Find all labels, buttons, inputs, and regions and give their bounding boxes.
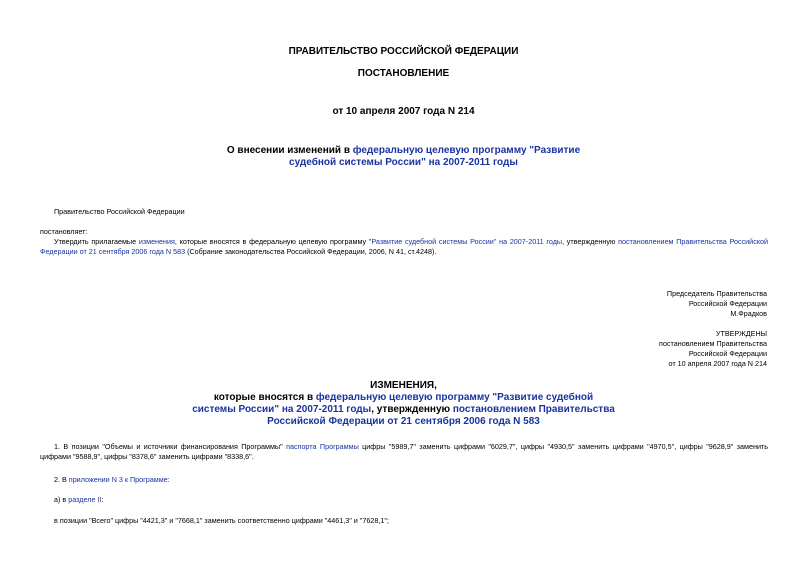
program-link-continued[interactable]: судебной системы России" на 2007-2011 годы <box>289 157 518 168</box>
document-date-number: от 10 апреля 2007 года N 214 <box>332 106 475 117</box>
paragraph-text: (Собрание законодательства Российской Федерации, 2006, N 41, ст.4248). <box>185 247 437 256</box>
program-name-link[interactable]: "Развитие судебной системы России" на 2007-2011 годы <box>368 237 563 246</box>
item-text: цифры "5989,7" заменить цифрами "6029,7", цифры "4930,5" заменить цифрами "4970,5", цифры "9628,9" заменить цифрами "9588,9", цифры "8378,6" заменить цифрами "8338,6". <box>40 442 768 461</box>
approval-line: от 10 апреля 2007 года N 214 <box>668 359 767 368</box>
passport-link[interactable]: паспорта Программы <box>286 442 359 451</box>
item-a <box>54 495 103 505</box>
document-title <box>0 145 807 169</box>
item-text: : <box>167 475 170 484</box>
changes-line-2 <box>0 392 807 404</box>
resolution-583-link[interactable]: постановлением Правительства Российской Федерации от 21 сентября 2006 года N 583 <box>40 237 769 256</box>
title-prefix: О внесении изменений в <box>226 145 353 156</box>
changes-word: ИЗМЕНЕНИЯ, <box>370 380 437 391</box>
program-link[interactable]: федеральную целевую программу "Развитие <box>352 145 581 156</box>
item-text: а) в <box>54 495 69 504</box>
document-type: ПОСТАНОВЛЕНИЕ <box>357 68 450 79</box>
item-text: 2. В <box>54 475 69 484</box>
approval-line: постановлением Правительства <box>659 339 767 348</box>
decrees-word: постановляет: <box>40 227 88 236</box>
resolution-link-continued[interactable]: Российской Федерации от 21 сентября 2006 года N 583 <box>267 416 540 427</box>
item-text: : <box>101 495 104 504</box>
approval-line: УТВЕРЖДЕНЫ <box>715 329 767 338</box>
paragraph-text: , утвержденную <box>562 237 619 246</box>
item-text: 1. В позиции "Объемы и источники финансирования Программы" <box>54 442 287 451</box>
government-heading: ПРАВИТЕЛЬСТВО РОССИЙСКОЙ ФЕДЕРАЦИИ <box>288 46 519 57</box>
section-2-link[interactable]: разделе II <box>68 495 102 504</box>
approval-block <box>659 329 767 369</box>
paragraph-text: Утвердить прилагаемые <box>54 237 139 246</box>
item-2 <box>54 475 170 485</box>
signature-line: М.Фрадков <box>730 309 767 318</box>
program-link[interactable]: федеральную целевую программу "Развитие судебной <box>315 392 594 403</box>
resolution-paragraph <box>40 237 768 257</box>
signature-block <box>667 289 767 319</box>
changes-link[interactable]: изменения <box>138 237 175 246</box>
paragraph-text: , которые вносятся в федеральную целевую программу <box>174 237 369 246</box>
program-link-continued[interactable]: системы России" на 2007-2011 годы <box>192 404 372 415</box>
approval-line: Российской Федерации <box>688 349 767 358</box>
changes-text: которые вносятся в <box>213 392 316 403</box>
resolution-link[interactable]: постановлением Правительства <box>452 404 615 415</box>
appendix-3-link[interactable]: приложении N 3 к Программе <box>68 475 168 484</box>
item-total: в позиции "Всего" цифры "4421,3" и "7668,1" заменить соответственно цифрами "4461,3" и "7628,1"; <box>54 516 389 525</box>
government-name: Правительство Российской Федерации <box>54 207 185 216</box>
item-1 <box>40 442 768 462</box>
title-line-1 <box>0 145 807 157</box>
changes-line-3 <box>0 404 807 416</box>
signature-line: Председатель Правительства <box>666 289 767 298</box>
changes-heading <box>0 380 807 428</box>
signature-line: Российской Федерации <box>688 299 767 308</box>
changes-text: , утвержденную <box>371 404 453 415</box>
